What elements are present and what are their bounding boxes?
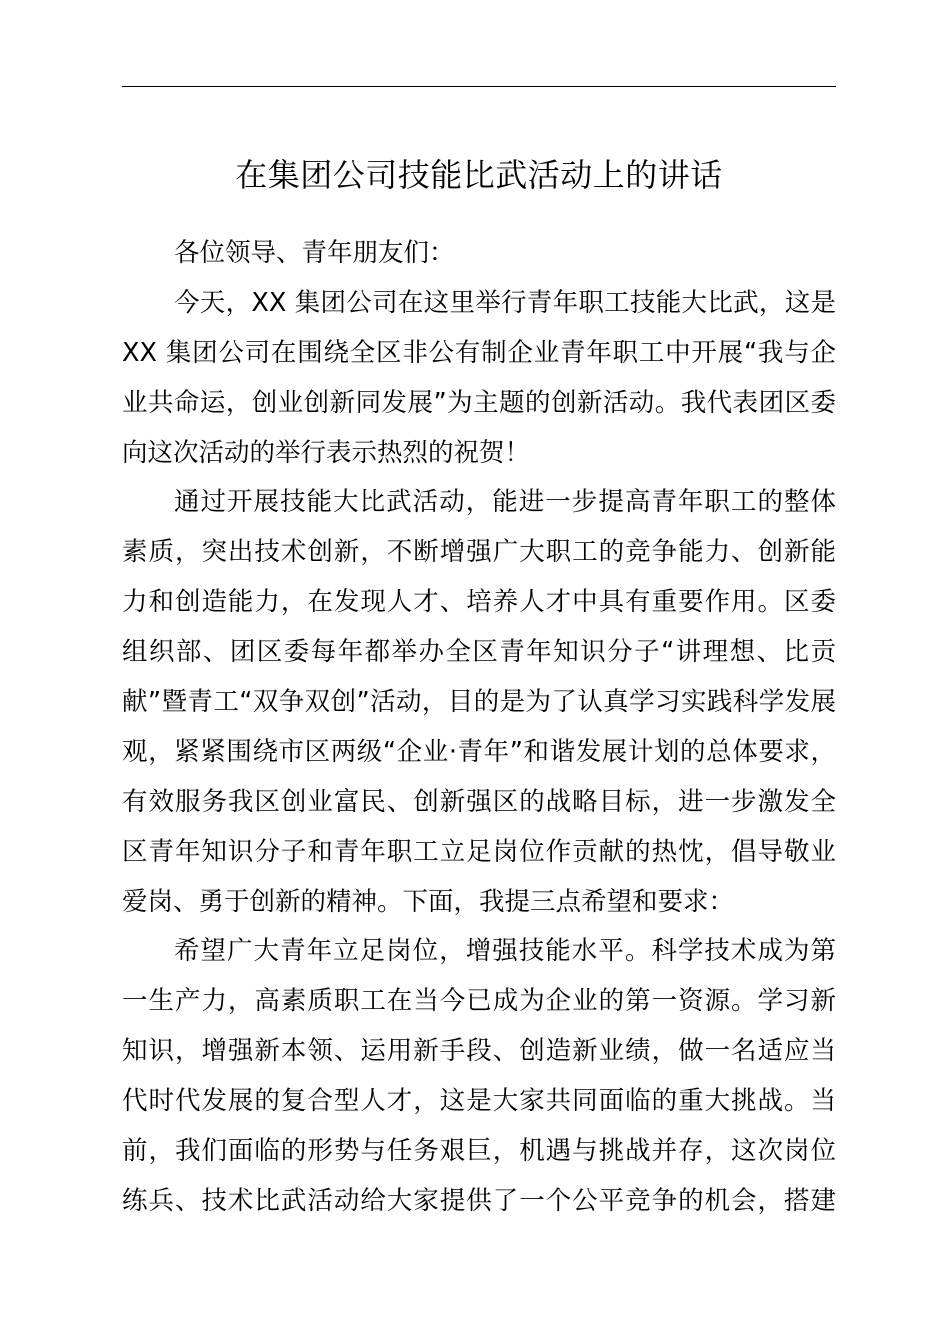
- paragraph-line: 代时代发展的复合型人才，这是大家共同面临的重大挑战。当: [122, 1086, 836, 1117]
- paragraph-line: 爱岗、勇于创新的精神。下面，我提三点希望和要求：: [122, 886, 735, 917]
- paragraph-line: 向这次活动的举行表示热烈的祝贺！: [122, 437, 531, 468]
- paragraph-line: 有效服务我区创业富民、创新强区的战略目标，进一步激发全: [122, 786, 836, 817]
- paragraph-line: 区青年知识分子和青年职工立足岗位作贡献的热忱，倡导敬业: [122, 836, 836, 867]
- paragraph-line: 通过开展技能大比武活动，能进一步提高青年职工的整体: [174, 487, 836, 518]
- paragraph-line: 希望广大青年立足岗位，增强技能水平。科学技术成为第: [174, 936, 836, 967]
- paragraph-line: 前，我们面临的形势与任务艰巨，机遇与挑战并存，这次岗位: [122, 1136, 836, 1167]
- document-body: [122, 229, 836, 1227]
- paragraph-line: 组织部、团区委每年都举办全区青年知识分子“讲理想、比贡: [122, 637, 836, 668]
- paragraph-line: 知识，增强新本领、运用新手段、创造新业绩，做一名适应当: [122, 1036, 836, 1067]
- salutation-line: 各位领导、青年朋友们：: [174, 238, 455, 268]
- paragraph-line: 观，紧紧围绕市区两级“企业·青年”和谐发展计划的总体要求，: [122, 736, 836, 767]
- paragraph-line: 力和创造能力，在发现人才、培养人才中具有重要作用。区委: [122, 587, 836, 618]
- paragraph-line: XX 集团公司在围绕全区非公有制企业青年职工中开展“我与企: [122, 337, 836, 368]
- paragraph-line: 献”暨青工“双争双创”活动，目的是为了认真学习实践科学发展: [122, 687, 836, 718]
- paragraph-line: 素质，突出技术创新，不断增强广大职工的竞争能力、创新能: [122, 537, 836, 568]
- header-rule: [122, 86, 836, 87]
- paragraph-line: 今天，XX 集团公司在这里举行青年职工技能大比武，这是: [174, 287, 836, 318]
- paragraph-line: 业共命运，创业创新同发展”为主题的创新活动。我代表团区委: [122, 387, 836, 418]
- paragraph-line: 一生产力，高素质职工在当今已成为企业的第一资源。学习新: [122, 986, 836, 1017]
- paragraph-line: 练兵、技术比武活动给大家提供了一个公平竞争的机会，搭建: [122, 1185, 836, 1216]
- document-title: 在集团公司技能比武活动上的讲话: [235, 156, 723, 194]
